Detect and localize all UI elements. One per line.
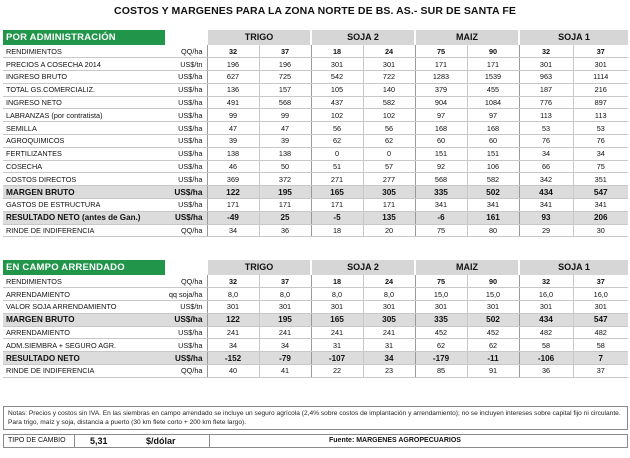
row-unit: US$/ha xyxy=(165,199,207,212)
table-cell: -11 xyxy=(467,352,519,365)
row-unit: US$/ha xyxy=(165,147,207,160)
table-cell: -5 xyxy=(311,211,363,224)
row-label: AGROQUIMICOS xyxy=(3,135,165,148)
table-cell: 53 xyxy=(519,122,573,135)
table-cell: 216 xyxy=(573,83,628,96)
table-cell: 90 xyxy=(467,45,519,58)
table-cell: 301 xyxy=(519,58,573,71)
table-cell: 29 xyxy=(519,224,573,237)
table-cell: 165 xyxy=(311,186,363,199)
table-cell: 452 xyxy=(415,326,467,339)
crop-header: SOJA 1 xyxy=(519,260,628,275)
notes-box: Notas: Precios y costos sin IVA. En las siembras en campo arrendado se incluye un seguro agrícola (2,4% sobre costos de implantación y arrendamiento); no se incluyen intereses sobre capital fijo ni circulante. Para trigo, maíz y soja, distancia a puerto (30 km flete corto + 200 km flete largo). xyxy=(3,406,628,430)
table-cell: 18 xyxy=(311,224,363,237)
table-cell: 122 xyxy=(207,186,259,199)
table-cell: 161 xyxy=(467,211,519,224)
table-row xyxy=(3,147,628,160)
table-cell: 722 xyxy=(363,71,415,84)
crop-header: TRIGO xyxy=(207,30,311,45)
table-cell: 99 xyxy=(259,109,311,122)
table-cell: 206 xyxy=(573,211,628,224)
row-label: INGRESO BRUTO xyxy=(3,71,165,84)
table-cell: 41 xyxy=(259,365,311,378)
table-row xyxy=(3,211,628,224)
table-cell: -152 xyxy=(207,352,259,365)
table-cell: -79 xyxy=(259,352,311,365)
table-cell: 34 xyxy=(519,147,573,160)
table-cell: 568 xyxy=(415,173,467,186)
table-cell: 379 xyxy=(415,83,467,96)
section-header-row xyxy=(3,30,628,45)
table-cell: 369 xyxy=(207,173,259,186)
table-cell: 157 xyxy=(259,83,311,96)
table-cell: 16,0 xyxy=(573,288,628,301)
table-cell: 93 xyxy=(519,211,573,224)
table-cell: 0 xyxy=(311,147,363,160)
table-cell: 76 xyxy=(573,135,628,148)
table-cell: 341 xyxy=(415,199,467,212)
row-unit: US$/ha xyxy=(165,173,207,186)
table-row xyxy=(3,326,628,339)
table-row xyxy=(3,83,628,96)
row-label: ARRENDAMIENTO xyxy=(3,326,165,339)
table-cell: -6 xyxy=(415,211,467,224)
table-cell: 151 xyxy=(415,147,467,160)
row-unit: US$/ha xyxy=(165,211,207,224)
row-label: COSECHA xyxy=(3,160,165,173)
table-cell: 85 xyxy=(415,365,467,378)
table-cell: -179 xyxy=(415,352,467,365)
table-cell: 20 xyxy=(363,224,415,237)
table-cell: 18 xyxy=(311,45,363,58)
table-cell: 32 xyxy=(207,275,259,288)
table-cell: 301 xyxy=(311,58,363,71)
table-cell: 102 xyxy=(363,109,415,122)
table-cell: 32 xyxy=(519,275,573,288)
table-cell: 776 xyxy=(519,96,573,109)
table-cell: 62 xyxy=(311,135,363,148)
table-cell: 1539 xyxy=(467,71,519,84)
table-cell: 171 xyxy=(467,58,519,71)
table-cell: 91 xyxy=(467,365,519,378)
table-cell: 113 xyxy=(573,109,628,122)
table-cell: 372 xyxy=(259,173,311,186)
table-cell: 491 xyxy=(207,96,259,109)
table-cell: 301 xyxy=(259,301,311,314)
table-cell: 305 xyxy=(363,186,415,199)
footer-bar xyxy=(3,434,628,448)
row-unit: US$/ha xyxy=(165,109,207,122)
table-cell: 271 xyxy=(311,173,363,186)
row-label: RENDIMIENTOS xyxy=(3,275,165,288)
table-cell: 25 xyxy=(259,211,311,224)
table-row xyxy=(3,186,628,199)
table-cell: 34 xyxy=(259,339,311,352)
row-unit: QQ/ha xyxy=(165,224,207,237)
table-cell: 963 xyxy=(519,71,573,84)
row-unit: US$/ha xyxy=(165,135,207,148)
row-unit: qq soja/ha xyxy=(165,288,207,301)
row-label: ADM.SIEMBRA + SEGURO AGR. xyxy=(3,339,165,352)
table-cell: 34 xyxy=(207,224,259,237)
table-cell: 92 xyxy=(415,160,467,173)
table-cell: 171 xyxy=(259,199,311,212)
table-cell: 62 xyxy=(467,339,519,352)
row-unit: US$/ha xyxy=(165,160,207,173)
table-cell: 241 xyxy=(311,326,363,339)
table-cell: 0 xyxy=(363,147,415,160)
table-cell: 904 xyxy=(415,96,467,109)
table-cell: 97 xyxy=(467,109,519,122)
table-cell: 434 xyxy=(519,186,573,199)
row-label: VALOR SOJA ARRENDAMIENTO xyxy=(3,301,165,314)
row-label: ARRENDAMIENTO xyxy=(3,288,165,301)
table-row xyxy=(3,160,628,173)
row-label: PRECIOS A COSECHA 2014 xyxy=(3,58,165,71)
table-row xyxy=(3,365,628,378)
table-cell: 31 xyxy=(311,339,363,352)
table-row xyxy=(3,173,628,186)
table-cell: 37 xyxy=(573,275,628,288)
table-cell: 195 xyxy=(259,313,311,326)
row-unit: US$/ha xyxy=(165,339,207,352)
table-cell: 56 xyxy=(311,122,363,135)
table-cell: 37 xyxy=(573,365,628,378)
table-cell: 136 xyxy=(207,83,259,96)
header-spacer xyxy=(165,30,207,45)
table-cell: 301 xyxy=(415,301,467,314)
table-cell: 897 xyxy=(573,96,628,109)
table-row xyxy=(3,301,628,314)
table-cell: 15,0 xyxy=(415,288,467,301)
table-cell: 113 xyxy=(519,109,573,122)
table-cell: 37 xyxy=(259,275,311,288)
table-cell: 187 xyxy=(519,83,573,96)
table-row xyxy=(3,71,628,84)
table-cell: 32 xyxy=(207,45,259,58)
row-unit: US$/ha xyxy=(165,313,207,326)
table-cell: 542 xyxy=(311,71,363,84)
row-label: RINDE DE INDIFERENCIA xyxy=(3,224,165,237)
table-cell: 171 xyxy=(415,58,467,71)
row-unit: US$/ha xyxy=(165,352,207,365)
table-cell: 46 xyxy=(207,160,259,173)
row-unit: US$/tn xyxy=(165,301,207,314)
exchange-rate-label: TIPO DE CAMBIO xyxy=(8,437,66,444)
table-cell: 437 xyxy=(311,96,363,109)
row-label: MARGEN BRUTO xyxy=(3,313,165,326)
table-cell: 39 xyxy=(207,135,259,148)
table-cell: 301 xyxy=(573,301,628,314)
table-cell: 502 xyxy=(467,313,519,326)
table-cell: -107 xyxy=(311,352,363,365)
table-cell: 23 xyxy=(363,365,415,378)
table-cell: 60 xyxy=(467,135,519,148)
row-label: INGRESO NETO xyxy=(3,96,165,109)
table-cell: 105 xyxy=(311,83,363,96)
table-row xyxy=(3,109,628,122)
row-label: COSTOS DIRECTOS xyxy=(3,173,165,186)
table-cell: 58 xyxy=(519,339,573,352)
table-row xyxy=(3,224,628,237)
table-cell: 8,0 xyxy=(207,288,259,301)
table-cell: 452 xyxy=(467,326,519,339)
table-cell: 568 xyxy=(259,96,311,109)
table-cell: 241 xyxy=(259,326,311,339)
table-cell: 241 xyxy=(207,326,259,339)
table-cell: 60 xyxy=(415,135,467,148)
section-header: EN CAMPO ARRENDADO xyxy=(3,260,165,275)
crop-header: MAIZ xyxy=(415,30,519,45)
table-cell: 58 xyxy=(573,339,628,352)
table-cell: 171 xyxy=(311,199,363,212)
section-administracion xyxy=(3,30,628,237)
table-cell: 341 xyxy=(519,199,573,212)
table-cell: 1084 xyxy=(467,96,519,109)
table-cell: -106 xyxy=(519,352,573,365)
table-cell: 75 xyxy=(573,160,628,173)
table-cell: 582 xyxy=(467,173,519,186)
table-cell: 196 xyxy=(207,58,259,71)
table-cell: 32 xyxy=(519,45,573,58)
table-row xyxy=(3,288,628,301)
table-row xyxy=(3,58,628,71)
table-cell: 90 xyxy=(467,275,519,288)
exchange-rate-value: 5,31 xyxy=(90,436,108,446)
crop-header: MAIZ xyxy=(415,260,519,275)
table-cell: 24 xyxy=(363,45,415,58)
table-cell: 56 xyxy=(363,122,415,135)
table-cell: 342 xyxy=(519,173,573,186)
table-cell: 547 xyxy=(573,186,628,199)
section-arrendado xyxy=(3,260,628,378)
table-cell: 22 xyxy=(311,365,363,378)
table-row xyxy=(3,122,628,135)
table-cell: 168 xyxy=(415,122,467,135)
table-cell: 47 xyxy=(259,122,311,135)
section-header: POR ADMINISTRACIÓN xyxy=(3,30,165,45)
row-label: RINDE DE INDIFERENCIA xyxy=(3,365,165,378)
table-row xyxy=(3,339,628,352)
table-cell: 301 xyxy=(363,301,415,314)
row-unit: US$/ha xyxy=(165,326,207,339)
table-cell: 171 xyxy=(363,199,415,212)
table-cell: 57 xyxy=(363,160,415,173)
table-cell: 7 xyxy=(573,352,628,365)
table-cell: 75 xyxy=(415,45,467,58)
table-cell: 335 xyxy=(415,313,467,326)
table-cell: 39 xyxy=(259,135,311,148)
footer-divider xyxy=(74,435,75,447)
table-cell: 502 xyxy=(467,186,519,199)
table-cell: 351 xyxy=(573,173,628,186)
table-cell: 34 xyxy=(207,339,259,352)
table-row xyxy=(3,45,628,58)
table-cell: 301 xyxy=(467,301,519,314)
row-label: TOTAL GS.COMERCIALIZ. xyxy=(3,83,165,96)
table-cell: 37 xyxy=(573,45,628,58)
table-cell: 482 xyxy=(573,326,628,339)
table-cell: 37 xyxy=(259,45,311,58)
table-cell: 547 xyxy=(573,313,628,326)
row-unit: US$/ha xyxy=(165,71,207,84)
row-unit: US$/tn xyxy=(165,58,207,71)
row-unit: US$/ha xyxy=(165,186,207,199)
table-cell: 341 xyxy=(467,199,519,212)
table-cell: 138 xyxy=(259,147,311,160)
crop-header: SOJA 2 xyxy=(311,30,415,45)
table-row xyxy=(3,135,628,148)
row-unit: US$/ha xyxy=(165,96,207,109)
table-row xyxy=(3,352,628,365)
table-row xyxy=(3,96,628,109)
table-cell: 151 xyxy=(467,147,519,160)
table-cell: 80 xyxy=(467,224,519,237)
table-cell: 627 xyxy=(207,71,259,84)
table-cell: 8,0 xyxy=(259,288,311,301)
row-unit: QQ/ha xyxy=(165,45,207,58)
table-cell: 62 xyxy=(415,339,467,352)
crop-header: TRIGO xyxy=(207,260,311,275)
row-label: SEMILLA xyxy=(3,122,165,135)
table-cell: 582 xyxy=(363,96,415,109)
table-cell: 455 xyxy=(467,83,519,96)
table-cell: 482 xyxy=(519,326,573,339)
row-label: RESULTADO NETO (antes de Gan.) xyxy=(3,211,165,224)
table-cell: -49 xyxy=(207,211,259,224)
table-cell: 1114 xyxy=(573,71,628,84)
table-cell: 18 xyxy=(311,275,363,288)
table-cell: 301 xyxy=(519,301,573,314)
row-label: LABRANZAS (por contratista) xyxy=(3,109,165,122)
table-cell: 277 xyxy=(363,173,415,186)
table-cell: 102 xyxy=(311,109,363,122)
table-cell: 241 xyxy=(363,326,415,339)
table-cell: 140 xyxy=(363,83,415,96)
table-cell: 50 xyxy=(259,160,311,173)
table-administracion xyxy=(3,30,628,237)
row-unit: US$/ha xyxy=(165,122,207,135)
table-cell: 34 xyxy=(363,352,415,365)
footer-divider xyxy=(209,435,210,447)
table-cell: 75 xyxy=(415,275,467,288)
table-cell: 301 xyxy=(207,301,259,314)
row-label: MARGEN BRUTO xyxy=(3,186,165,199)
table-cell: 75 xyxy=(415,224,467,237)
table-cell: 62 xyxy=(363,135,415,148)
table-cell: 341 xyxy=(573,199,628,212)
source-credit: Fuente: MARGENES AGROPECUARIOS xyxy=(329,437,461,444)
header-spacer xyxy=(165,260,207,275)
table-cell: 122 xyxy=(207,313,259,326)
table-cell: 76 xyxy=(519,135,573,148)
table-cell: 31 xyxy=(363,339,415,352)
row-unit: US$/ha xyxy=(165,83,207,96)
table-cell: 1283 xyxy=(415,71,467,84)
row-label: FERTILIZANTES xyxy=(3,147,165,160)
table-arrendado xyxy=(3,260,628,378)
table-cell: 301 xyxy=(363,58,415,71)
table-cell: 34 xyxy=(573,147,628,160)
exchange-rate-unit: $/dólar xyxy=(146,436,176,446)
table-cell: 36 xyxy=(519,365,573,378)
table-row xyxy=(3,313,628,326)
row-label: RENDIMIENTOS xyxy=(3,45,165,58)
table-cell: 24 xyxy=(363,275,415,288)
table-cell: 725 xyxy=(259,71,311,84)
table-cell: 138 xyxy=(207,147,259,160)
table-cell: 16,0 xyxy=(519,288,573,301)
crop-header: SOJA 2 xyxy=(311,260,415,275)
table-cell: 51 xyxy=(311,160,363,173)
table-cell: 97 xyxy=(415,109,467,122)
row-unit: QQ/ha xyxy=(165,365,207,378)
table-cell: 40 xyxy=(207,365,259,378)
crop-header: SOJA 1 xyxy=(519,30,628,45)
table-cell: 335 xyxy=(415,186,467,199)
section-header-row xyxy=(3,260,628,275)
table-cell: 434 xyxy=(519,313,573,326)
table-cell: 8,0 xyxy=(311,288,363,301)
table-cell: 47 xyxy=(207,122,259,135)
table-row xyxy=(3,275,628,288)
table-cell: 66 xyxy=(519,160,573,173)
table-cell: 99 xyxy=(207,109,259,122)
table-cell: 301 xyxy=(311,301,363,314)
row-label: GASTOS DE ESTRUCTURA xyxy=(3,199,165,212)
table-cell: 135 xyxy=(363,211,415,224)
row-unit: QQ/ha xyxy=(165,275,207,288)
table-cell: 106 xyxy=(467,160,519,173)
table-cell: 36 xyxy=(259,224,311,237)
table-body-administracion xyxy=(3,30,628,237)
table-cell: 171 xyxy=(207,199,259,212)
table-cell: 15,0 xyxy=(467,288,519,301)
table-cell: 30 xyxy=(573,224,628,237)
table-body-arrendado xyxy=(3,260,628,377)
table-cell: 301 xyxy=(573,58,628,71)
table-cell: 195 xyxy=(259,186,311,199)
page-title: COSTOS Y MARGENES PARA LA ZONA NORTE DE BS. AS.- SUR DE SANTA FE xyxy=(114,5,516,17)
table-cell: 196 xyxy=(259,58,311,71)
table-row xyxy=(3,199,628,212)
table-cell: 53 xyxy=(573,122,628,135)
table-cell: 165 xyxy=(311,313,363,326)
table-cell: 305 xyxy=(363,313,415,326)
row-label: RESULTADO NETO xyxy=(3,352,165,365)
table-cell: 8,0 xyxy=(363,288,415,301)
table-cell: 168 xyxy=(467,122,519,135)
